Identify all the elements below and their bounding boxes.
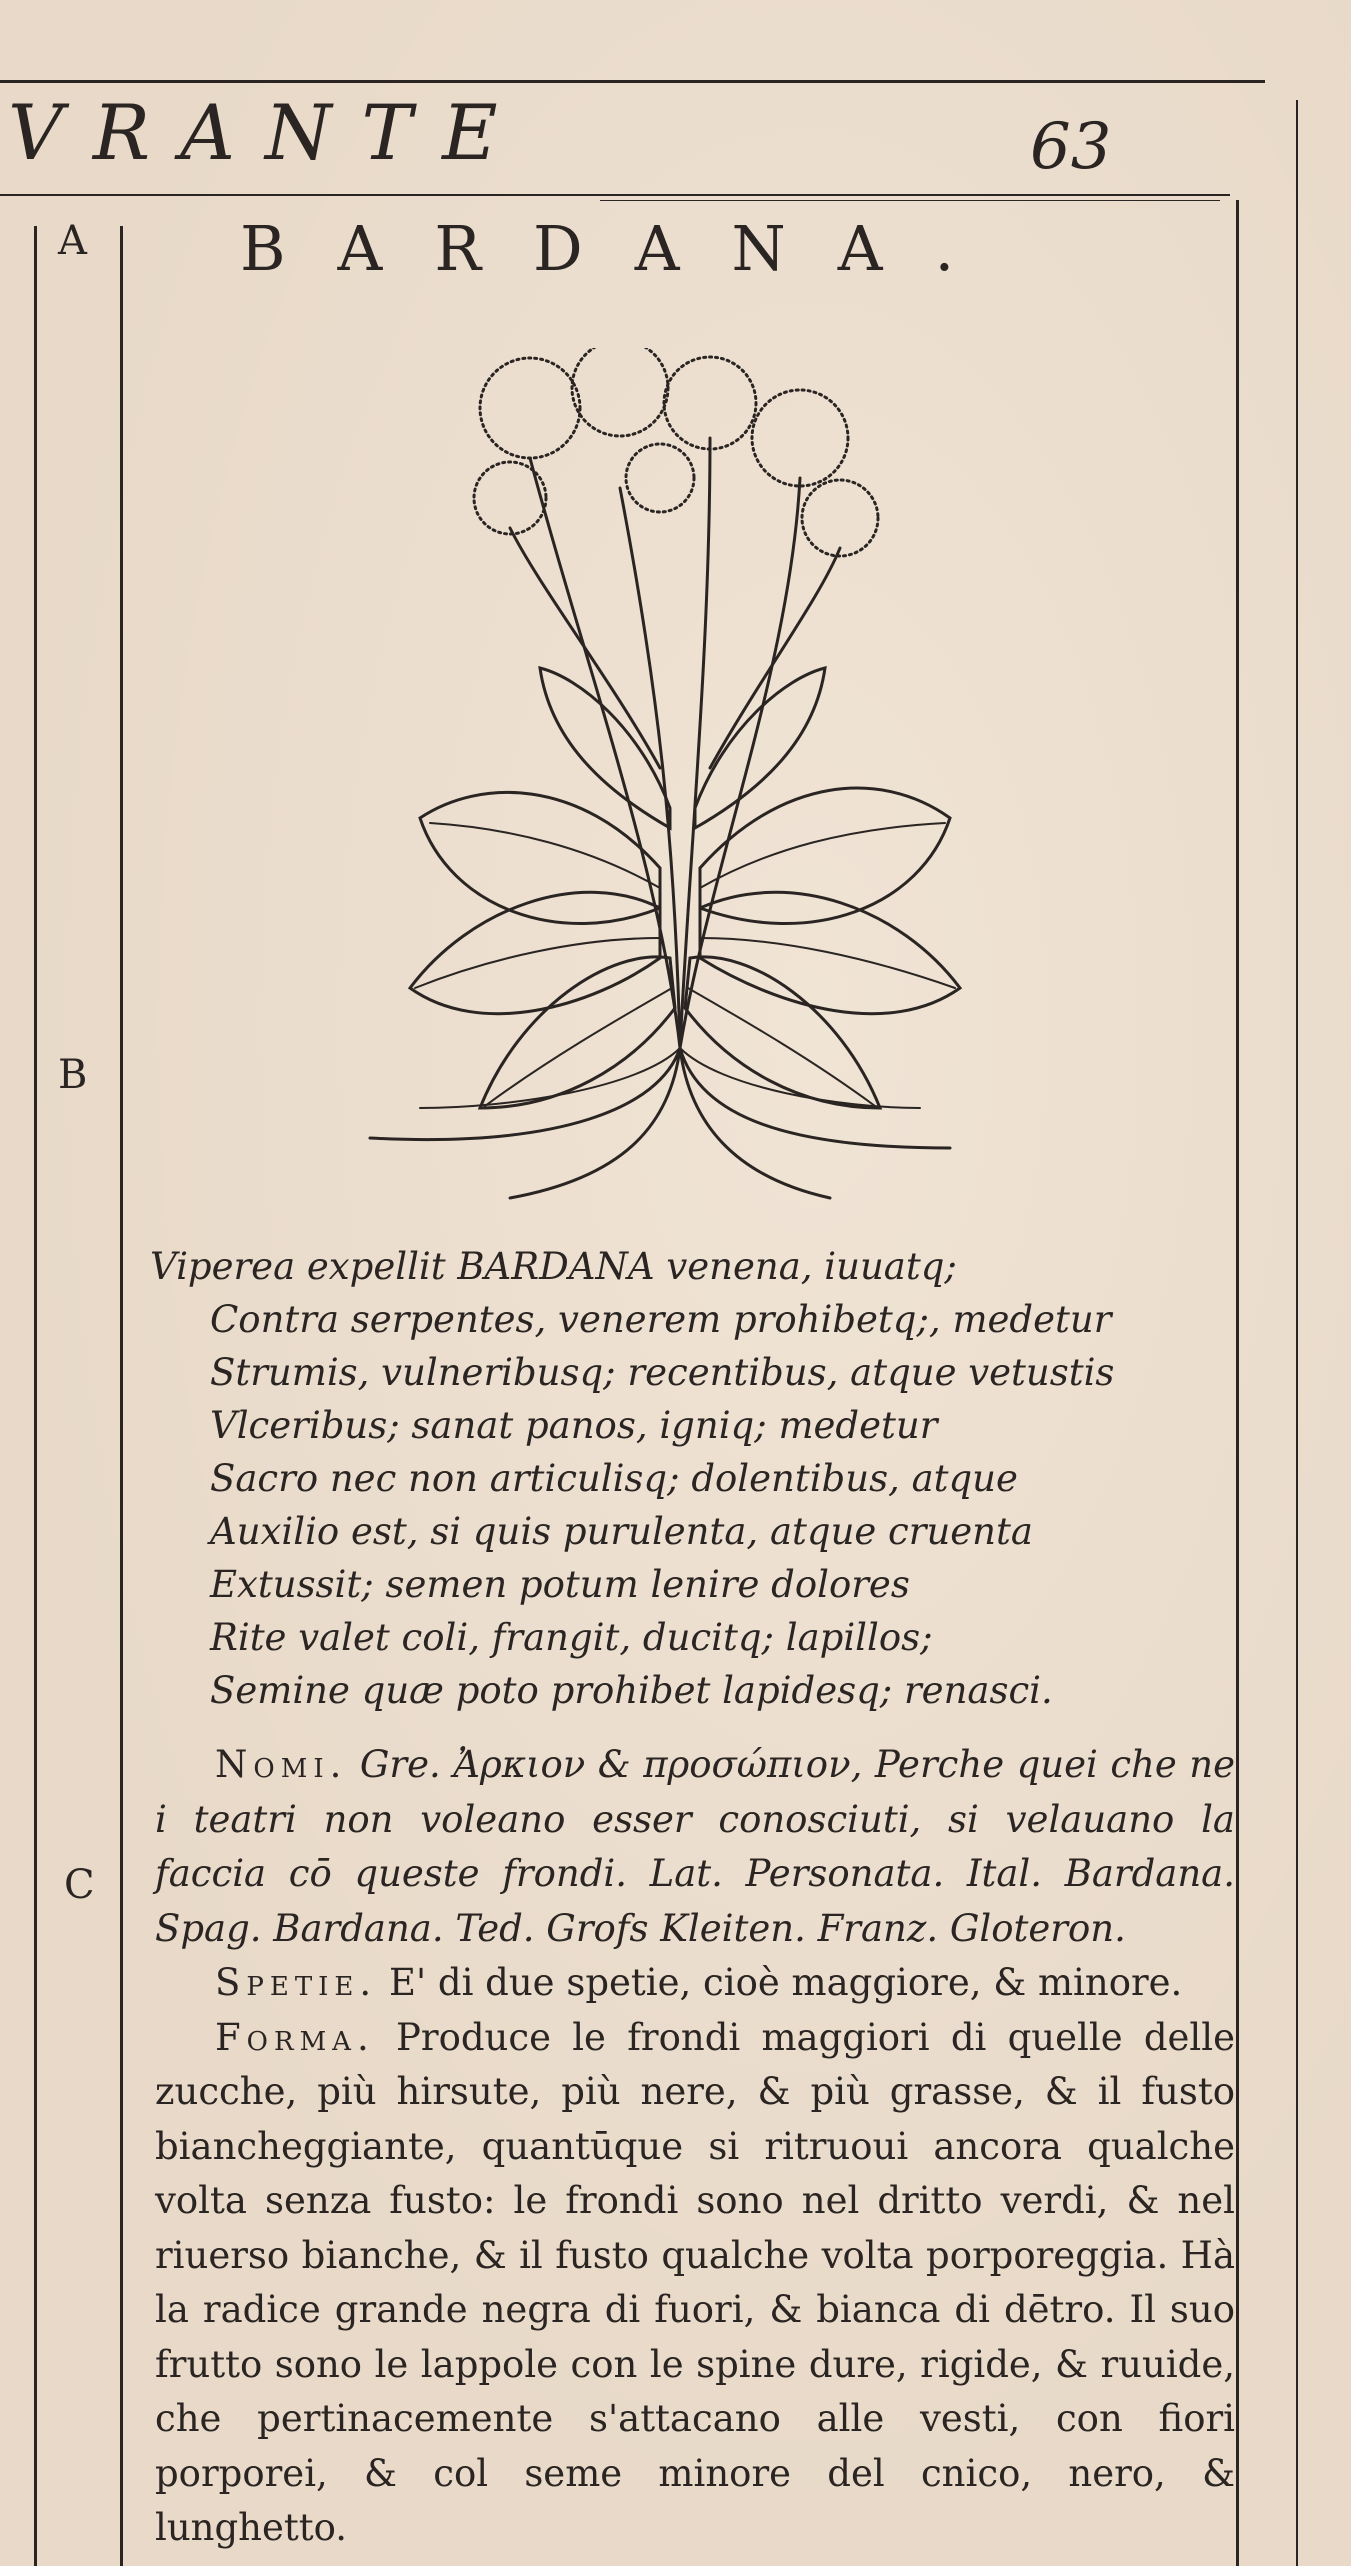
running-title: VRANTE [8,88,528,177]
latin-verse [150,1240,1210,1717]
paragraph-label: Spetie. [215,1961,378,2004]
page-number: 63 [1030,110,1112,184]
verse-line: Auxilio est, si quis purulenta, atque cruenta [210,1510,1033,1553]
paragraph-label: Forma. [215,2015,375,2059]
paragraph-spetie [155,1956,1235,2011]
header-bottom-rule [0,194,1230,196]
right-outer-rule [1296,100,1298,2566]
header-top-rule [0,80,1265,83]
paragraph-text: E' di due spetie, cioè maggiore, & minore. [377,1961,1183,2004]
margin-letter-b: B [58,1052,88,1098]
paragraph-label: Nomi. [215,1743,348,1786]
bardana-woodcut-illustration [360,348,1000,1208]
paragraph-nomi [155,1738,1235,1956]
verse-line: Vlceribus; sanat panos, igniq; medetur [210,1404,938,1447]
paragraph-text: Gre. Ἀρκιον & προσώπιον, Perche quei che ne i teatri non voleano esser conosciuti, si velauano la faccia cō queste frondi. Lat. Personata. Ital. Bardana. Spag. Bardana. Ted. Grofs Kleiten. Franz. Gloteron. [155,1743,1235,1950]
body-text [155,1738,1235,2556]
paragraph-text: Produce le frondi maggiori di quelle delle zucche, più hirsute, più nere, & più grasse, & il fusto biancheggiante, quantūque si ritruoui ancora qualche volta senza fusto: le frondi sono nel dritto verdi, & nel riuerso bianche, & il fusto qualche volta porporeggia. Hà la radice grande negra di fuori, & bianca di dētro. Il suo frutto sono le lappole con le spine dure, rigide, & ruuide, che pertinacemente s'attacano alle vesti, con fiori porporei, & col seme minore del cnico, nero, & lunghetto. [155,2015,1235,2549]
section-title: BARDANA. [240,212,1007,285]
verse-line: Sacro nec non articulisq; dolentibus, atque [210,1457,1018,1500]
left-outer-rule [34,226,37,2566]
margin-letter-a: A [58,218,87,264]
margin-letter-c: C [64,1862,95,1908]
verse-line: Rite valet coli, frangit, ducitq; lapillos; [210,1616,933,1659]
verse-line: Contra serpentes, venerem prohibetq;, medetur [210,1298,1112,1341]
verse-line: Strumis, vulneribusq; recentibus, atque vetustis [210,1351,1115,1394]
paragraph-forma [155,2011,1235,2556]
right-inner-rule [1236,200,1239,2566]
header-bottom-rule-2 [600,200,1220,201]
left-inner-rule [120,226,123,2566]
verse-line: Viperea expellit BARDANA venena, iuuatq; [150,1245,957,1288]
verse-line: Semine quæ poto prohibet lapidesq; renasci. [210,1669,1053,1712]
flower-heads [474,348,878,556]
verse-line: Extussit; semen potum lenire dolores [210,1563,910,1606]
